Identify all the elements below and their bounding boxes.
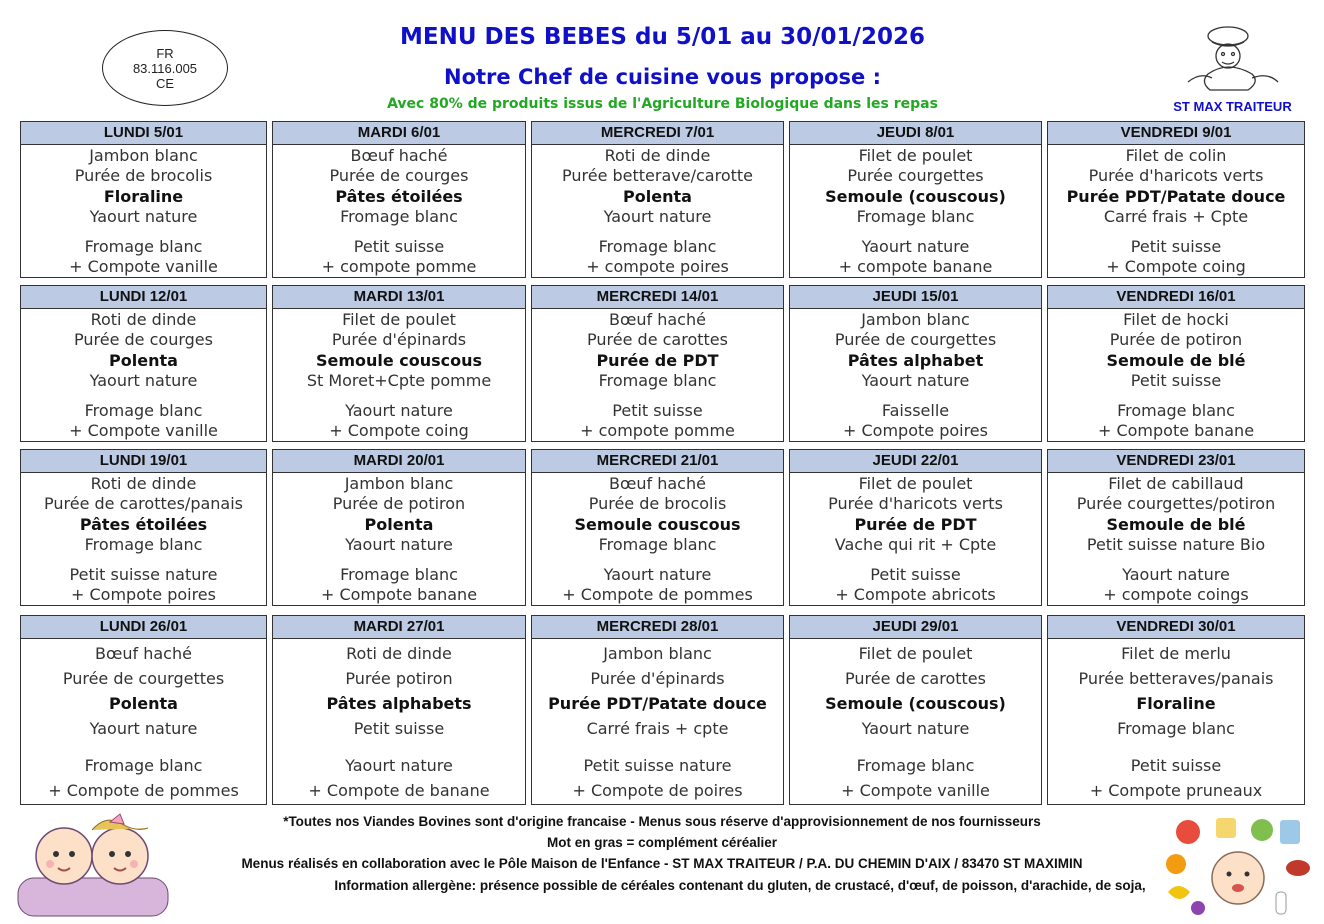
day-box bbox=[272, 285, 526, 442]
menu-item: Carré frais + Cpte bbox=[1103, 206, 1249, 226]
menu-item: Petit suisse nature Bio bbox=[1086, 534, 1266, 554]
day-header: MARDI 27/01 bbox=[273, 616, 525, 639]
day-header: LUNDI 19/01 bbox=[21, 450, 266, 473]
menu-item: Purée courgettes bbox=[847, 166, 984, 186]
day-menu bbox=[790, 309, 1041, 440]
cereal-item: Pâtes alphabet bbox=[847, 350, 984, 370]
dessert-item: Petit suisse bbox=[353, 236, 445, 256]
cereal-item: Purée PDT/Patate douce bbox=[548, 694, 767, 713]
day-header: MARDI 13/01 bbox=[273, 286, 525, 309]
menu-item: Purée de carottes/panais bbox=[43, 494, 243, 514]
day-header: LUNDI 5/01 bbox=[21, 122, 266, 145]
menu-item: Filet de colin bbox=[1125, 146, 1227, 165]
menu-item: Filet de hocki bbox=[1123, 310, 1229, 329]
cereal-item: Semoule couscous bbox=[574, 514, 741, 534]
day-header: MERCREDI 28/01 bbox=[532, 616, 783, 639]
dessert-item: Petit suisse bbox=[1130, 756, 1222, 775]
menu-item: Roti de dinde bbox=[90, 474, 197, 493]
menu-item: Roti de dinde bbox=[346, 644, 452, 663]
day-menu bbox=[532, 473, 783, 604]
day-menu bbox=[1048, 639, 1304, 803]
dessert-item: + Compote coing bbox=[329, 420, 469, 440]
menu-item: Purée d'épinards bbox=[331, 330, 467, 350]
day-header: MERCREDI 21/01 bbox=[532, 450, 783, 473]
dessert-item: Fromage blanc bbox=[84, 236, 203, 256]
dessert-item: Yaourt nature bbox=[345, 756, 453, 775]
day-menu bbox=[1048, 145, 1304, 276]
cereal-item: Semoule (couscous) bbox=[825, 186, 1006, 206]
dessert-item: + compote banane bbox=[838, 256, 993, 276]
day-menu bbox=[790, 473, 1041, 604]
cereal-item: Polenta bbox=[623, 186, 692, 206]
day-menu bbox=[532, 309, 783, 440]
menu-item: Yaourt nature bbox=[603, 206, 712, 226]
menu-item: Filet de poulet bbox=[858, 146, 973, 165]
day-menu bbox=[21, 309, 266, 440]
day-box bbox=[1047, 121, 1305, 278]
menu-item: Purée de potiron bbox=[332, 494, 466, 514]
menu-item: Filet de cabillaud bbox=[1108, 474, 1244, 493]
day-menu bbox=[790, 639, 1041, 803]
menu-item: Filet de poulet bbox=[342, 310, 456, 329]
dessert-item: + Compote poires bbox=[843, 420, 988, 440]
dessert-item: Faisselle bbox=[881, 400, 950, 420]
day-header: LUNDI 12/01 bbox=[21, 286, 266, 309]
menu-item: Jambon blanc bbox=[603, 644, 712, 663]
cereal-item: Polenta bbox=[364, 514, 434, 534]
menu-item: Filet de poulet bbox=[858, 644, 973, 663]
menu-item: Yaourt nature bbox=[89, 206, 198, 226]
dessert-item: Petit suisse bbox=[1130, 236, 1222, 256]
day-menu bbox=[1048, 309, 1304, 440]
organic-note: Avec 80% de produits issus de l'Agriculture Biologique dans les repas bbox=[387, 96, 938, 112]
day-box bbox=[20, 121, 267, 278]
dessert-item: + Compote de pommes bbox=[48, 781, 239, 800]
menu-item: Carré frais + cpte bbox=[586, 719, 729, 738]
footer-bold-legend: Mot en gras = complément céréalier bbox=[547, 835, 777, 850]
day-header: VENDREDI 9/01 bbox=[1048, 122, 1304, 145]
day-box bbox=[531, 449, 784, 606]
dessert-item: Petit suisse bbox=[870, 564, 961, 584]
menu-item: Bœuf haché bbox=[609, 310, 706, 329]
cereal-item: Polenta bbox=[109, 694, 178, 713]
cereal-item: Purée PDT/Patate douce bbox=[1066, 186, 1286, 206]
cereal-item: Floraline bbox=[103, 186, 184, 206]
day-header: MARDI 6/01 bbox=[273, 122, 525, 145]
menu-item: Fromage blanc bbox=[1117, 719, 1235, 738]
menu-item: Purée de brocolis bbox=[74, 166, 213, 186]
menu-item: Petit suisse bbox=[353, 719, 445, 738]
menu-item: Roti de dinde bbox=[90, 310, 197, 329]
day-menu bbox=[273, 473, 525, 604]
day-menu bbox=[1048, 473, 1304, 604]
dessert-item: Fromage blanc bbox=[84, 756, 203, 775]
day-box bbox=[531, 285, 784, 442]
dessert-item: + Compote vanille bbox=[841, 781, 990, 800]
cereal-item: Pâtes alphabets bbox=[326, 694, 472, 713]
day-header: MERCREDI 7/01 bbox=[532, 122, 783, 145]
day-header: LUNDI 26/01 bbox=[21, 616, 266, 639]
day-menu bbox=[273, 309, 525, 440]
day-header: JEUDI 8/01 bbox=[790, 122, 1041, 145]
dessert-item: Fromage blanc bbox=[340, 564, 458, 584]
day-box bbox=[20, 285, 267, 442]
menu-item: Jambon blanc bbox=[861, 310, 970, 329]
menu-item: Fromage blanc bbox=[340, 206, 458, 226]
menu-item: Bœuf haché bbox=[609, 474, 706, 493]
cereal-item: Pâtes étoilées bbox=[335, 186, 463, 206]
menu-item: St Moret+Cpte pomme bbox=[306, 370, 492, 390]
menu-item: Yaourt nature bbox=[89, 370, 198, 390]
menu-item: Yaourt nature bbox=[861, 370, 970, 390]
day-header: JEUDI 22/01 bbox=[790, 450, 1041, 473]
menu-item: Vache qui rit + Cpte bbox=[834, 534, 997, 554]
menu-item: Filet de poulet bbox=[858, 474, 973, 493]
day-box bbox=[20, 615, 267, 805]
menu-item: Filet de merlu bbox=[1121, 644, 1231, 663]
footer-collaboration: Menus réalisés en collaboration avec le Pôle Maison de l'Enfance - ST MAX TRAITEUR / P.A. DU CHEMIN D'AIX / 83470 ST MAXIMIN bbox=[241, 856, 1083, 871]
dessert-item: + Compote coing bbox=[1106, 256, 1246, 276]
menu-item: Fromage blanc bbox=[598, 534, 717, 554]
dessert-item: + compote poires bbox=[586, 256, 729, 276]
day-menu bbox=[532, 639, 783, 803]
dessert-item: Yaourt nature bbox=[1122, 564, 1230, 584]
dessert-item: Fromage blanc bbox=[84, 400, 203, 420]
dessert-item: + Compote banane bbox=[320, 584, 478, 604]
dessert-item: + compote pomme bbox=[580, 420, 735, 440]
menu-item: Purée de potiron bbox=[1109, 330, 1243, 350]
day-box bbox=[789, 121, 1042, 278]
menu-item: Fromage blanc bbox=[598, 370, 717, 390]
dessert-item: Petit suisse bbox=[612, 400, 703, 420]
menu-item: Bœuf haché bbox=[350, 146, 448, 165]
menu-item: Purée de courges bbox=[74, 330, 213, 350]
day-menu bbox=[21, 145, 266, 276]
day-box bbox=[789, 615, 1042, 805]
dessert-item: + Compote abricots bbox=[835, 584, 996, 604]
menu-item: Yaourt nature bbox=[861, 719, 970, 738]
baby-food-illustration-icon bbox=[1158, 812, 1314, 918]
menu-item: Purée courgettes/potiron bbox=[1076, 494, 1276, 514]
menu-item: Fromage blanc bbox=[84, 534, 203, 554]
day-box bbox=[272, 121, 526, 278]
dessert-item: + Compote de poires bbox=[572, 781, 743, 800]
day-box bbox=[272, 449, 526, 606]
menu-item: Roti de dinde bbox=[604, 146, 711, 165]
cereal-item: Polenta bbox=[109, 350, 178, 370]
day-menu bbox=[21, 639, 266, 803]
stamp-line: CE bbox=[155, 75, 175, 91]
dessert-item: Fromage blanc bbox=[1117, 400, 1235, 420]
menu-subtitle: Notre Chef de cuisine vous propose : bbox=[444, 65, 881, 89]
day-box bbox=[531, 615, 784, 805]
menu-item: Purée de courgettes bbox=[62, 669, 225, 688]
day-header: JEUDI 29/01 bbox=[790, 616, 1041, 639]
day-box bbox=[1047, 285, 1305, 442]
menu-item: Petit suisse bbox=[1130, 370, 1222, 390]
cereal-item: Purée de PDT bbox=[854, 514, 977, 534]
day-header: VENDREDI 16/01 bbox=[1048, 286, 1304, 309]
menu-item: Fromage blanc bbox=[856, 206, 975, 226]
menu-item: Purée de courges bbox=[329, 166, 469, 186]
menu-item: Purée betterave/carotte bbox=[562, 166, 753, 186]
day-header: VENDREDI 30/01 bbox=[1048, 616, 1304, 639]
menu-item: Purée de brocolis bbox=[588, 494, 727, 514]
day-menu bbox=[21, 473, 266, 604]
menu-item: Purée de carottes bbox=[587, 330, 728, 350]
day-header: MARDI 20/01 bbox=[273, 450, 525, 473]
day-box bbox=[789, 449, 1042, 606]
menu-title: MENU DES BEBES du 5/01 au 30/01/2026 bbox=[400, 24, 925, 50]
menu-item: Jambon blanc bbox=[344, 474, 454, 493]
dessert-item: Yaourt nature bbox=[603, 564, 712, 584]
day-menu bbox=[273, 639, 525, 803]
dessert-item: Petit suisse nature bbox=[69, 564, 218, 584]
menu-item: Purée betteraves/panais bbox=[1078, 669, 1274, 688]
dessert-item: Fromage blanc bbox=[856, 756, 975, 775]
dessert-item: Yaourt nature bbox=[861, 236, 970, 256]
menu-item: Bœuf haché bbox=[95, 644, 192, 663]
footer-allergen: Information allergène: présence possible de céréales contenant du gluten, de crustacé, d'œuf, de poisson, d'arachide, de soja, bbox=[334, 878, 1146, 893]
dessert-item: + Compote poires bbox=[71, 584, 216, 604]
dessert-item: + Compote vanille bbox=[69, 420, 218, 440]
dessert-item: + Compote vanille bbox=[69, 256, 218, 276]
day-header: VENDREDI 23/01 bbox=[1048, 450, 1304, 473]
dessert-item: + Compote de banane bbox=[308, 781, 490, 800]
cereal-item: Purée de PDT bbox=[596, 350, 719, 370]
day-header: JEUDI 15/01 bbox=[790, 286, 1041, 309]
approval-stamp bbox=[102, 30, 228, 106]
cereal-item: Pâtes étoilées bbox=[79, 514, 208, 534]
cereal-item: Semoule de blé bbox=[1106, 514, 1246, 534]
stamp-line: 83.116.005 bbox=[132, 60, 198, 76]
dessert-item: + compote coings bbox=[1103, 584, 1249, 604]
cereal-item: Semoule couscous bbox=[315, 350, 483, 370]
menu-item: Purée de carottes bbox=[845, 669, 986, 688]
menu-item: Purée potiron bbox=[345, 669, 453, 688]
footer-origin-note: *Toutes nos Viandes Bovines sont d'origine francaise - Menus sous réserve d'approvisionnement de nos fournisseurs bbox=[283, 814, 1041, 829]
dessert-item: + Compote pruneaux bbox=[1089, 781, 1263, 800]
menu-item: Purée d'épinards bbox=[590, 669, 725, 688]
menu-item: Yaourt nature bbox=[345, 534, 453, 554]
menu-item: Purée d'haricots verts bbox=[1088, 166, 1264, 186]
day-menu bbox=[790, 145, 1041, 276]
day-menu bbox=[273, 145, 525, 276]
dessert-item: + Compote de pommes bbox=[562, 584, 753, 604]
chef-logo-icon bbox=[1168, 22, 1292, 94]
cereal-item: Semoule (couscous) bbox=[825, 694, 1006, 713]
stamp-line: FR bbox=[156, 45, 174, 61]
cereal-item: Floraline bbox=[1136, 694, 1216, 713]
dessert-item: Yaourt nature bbox=[345, 400, 453, 420]
babies-illustration-icon bbox=[14, 812, 172, 918]
day-box bbox=[1047, 615, 1305, 805]
cereal-item: Semoule de blé bbox=[1106, 350, 1246, 370]
day-menu bbox=[532, 145, 783, 276]
day-box bbox=[272, 615, 526, 805]
dessert-item: + compote pomme bbox=[321, 256, 477, 276]
dessert-item: Petit suisse nature bbox=[583, 756, 732, 775]
brand-name: ST MAX TRAITEUR bbox=[1173, 99, 1292, 114]
menu-item: Jambon blanc bbox=[89, 146, 198, 165]
menu-item: Purée de courgettes bbox=[834, 330, 997, 350]
day-box bbox=[20, 449, 267, 606]
dessert-item: Fromage blanc bbox=[598, 236, 717, 256]
menu-item: Yaourt nature bbox=[89, 719, 198, 738]
day-box bbox=[1047, 449, 1305, 606]
day-box bbox=[531, 121, 784, 278]
day-header: MERCREDI 14/01 bbox=[532, 286, 783, 309]
menu-item: Purée d'haricots verts bbox=[828, 494, 1003, 514]
day-box bbox=[789, 285, 1042, 442]
dessert-item: + Compote banane bbox=[1097, 420, 1255, 440]
